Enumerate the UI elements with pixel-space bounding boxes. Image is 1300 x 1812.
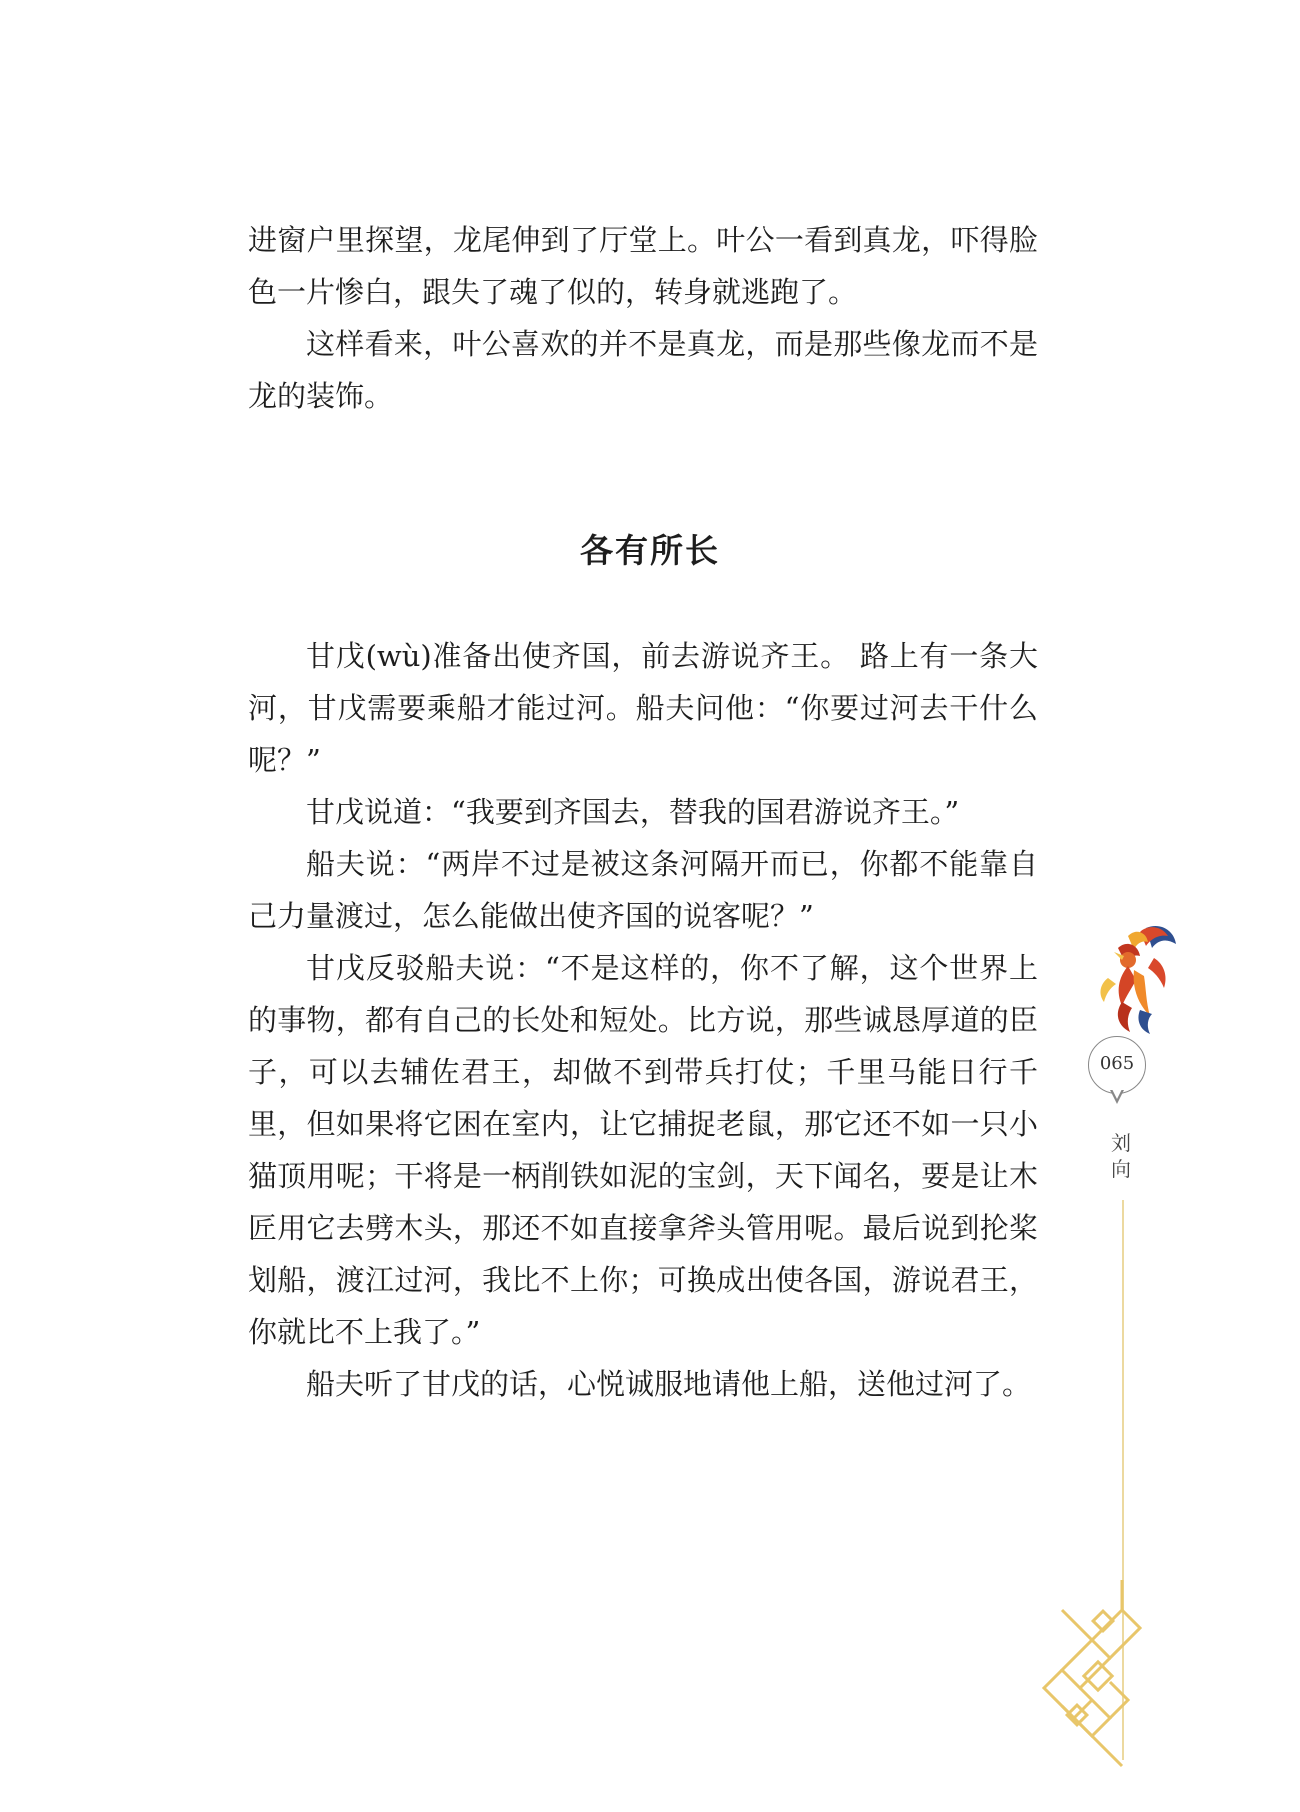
paragraph: 甘戊说道：“我要到齐国去，替我的国君游说齐王。” xyxy=(306,795,960,829)
paragraph: 甘戊(wù)准备出使齐国，前去游说齐王。 路上有一条大河，甘戊需要乘船才能过河。船夫问他：“你要过河去干什么呢？” xyxy=(248,639,1038,777)
phoenix-icon xyxy=(1088,918,1178,1036)
previous-story-text xyxy=(248,214,1038,422)
page-number: 065 xyxy=(1088,1036,1146,1094)
page-number-pointer-inner xyxy=(1112,1089,1122,1099)
paragraph: 进窗户里探望，龙尾伸到了厅堂上。叶公一看到真龙，吓得脸色一片惨白，跟失了魂了似的，转身就逃跑了。 xyxy=(248,223,1038,309)
paragraph: 船夫听了甘戊的话，心悦诚服地请他上船，送他过河了。 xyxy=(306,1367,1032,1401)
paragraph: 甘戊反驳船夫说：“不是这样的，你不了解，这个世界上的事物，都有自己的长处和短处。比方说，那些诚恳厚道的臣子，可以去辅佐君王，却做不到带兵打仗；千里马能日行千里，但如果将它困在室内，让它捕捉老鼠，那它还不如一只小猫顶用呢；干将是一柄削铁如泥的宝剑，天下闻名，要是让木匠用它去劈木头，那还不如直接拿斧头管用呢。最后说到抡桨划船，渡江过河，我比不上你；可换成出使各国，游说君王，你就比不上我了。” xyxy=(248,951,1038,1349)
story-title: 各有所长 xyxy=(580,531,720,570)
author-name: 刘向 xyxy=(1111,1131,1131,1181)
paragraph: 这样看来，叶公喜欢的并不是真龙，而是那些像龙而不是龙的装饰。 xyxy=(248,327,1038,413)
chinese-knot-ornament xyxy=(1036,1570,1146,1770)
story-text xyxy=(248,630,1038,1410)
paragraph: 船夫说：“两岸不过是被这条河隔开而已，你都不能靠自己力量渡过，怎么能做出使齐国的说客呢？” xyxy=(248,847,1038,933)
